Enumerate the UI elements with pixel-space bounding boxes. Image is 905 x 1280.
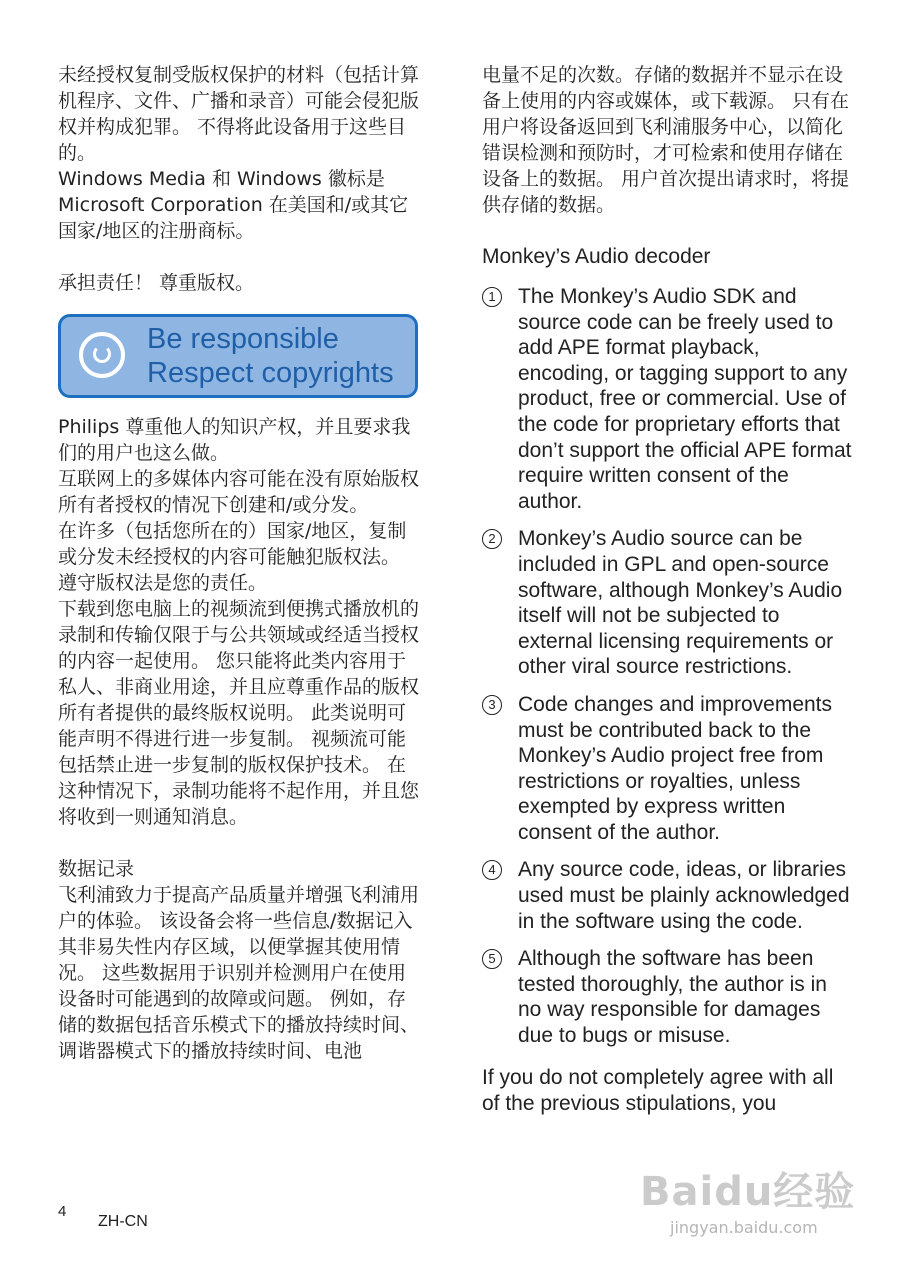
list-item-text: Although the software has been tested thoroughly, the author is in no way responsible for damages due to bugs or misuse. — [518, 947, 827, 1048]
data-logging-continued: 电量不足的次数。存储的数据并不显示在设备上使用的内容或媒体，或下载源。 只有在用户将设备返回到飞利浦服务中心，以简化错误检测和预防时，才可检索和使用存储在设备上的数据。 用户首次提出请求时，将提供存储的数据。 — [482, 64, 850, 216]
left-column — [58, 62, 420, 1064]
number-circle-icon: 3 — [482, 695, 502, 715]
copyright-paragraph: 未经授权复制受版权保护的材料（包括计算机程序、文件、广播和录音）可能会侵犯版权并构成犯罪。 不得将此设备用于这些目的。 — [58, 64, 420, 164]
banner-line-2: Respect copyrights — [147, 357, 394, 389]
data-logging-heading: 数据记录 — [58, 858, 135, 880]
baidu-watermark: Baidu经验 — [640, 1169, 856, 1215]
watermark-url: jingyan.baidu.com — [670, 1218, 818, 1237]
list-item-text: Code changes and improvements must be contributed back to the Monkey’s Audio project free from restrictions or royalties, unless exempted by express written consent of the author. — [518, 692, 833, 844]
banner-line-1: Be responsible — [147, 323, 339, 355]
list-item-text: Monkey’s Audio source can be included in GPL and open-source software, although Monkey’s Audio itself will not be subjected to external licensing requirements or other viral source restrictions. — [518, 527, 843, 679]
right-column — [482, 62, 854, 1117]
list-item — [482, 946, 854, 1048]
video-stream-paragraph: 下载到您电脑上的视频流到便携式播放机的录制和传输仅限于与公共领域或经适当授权的内容一起使用。 您只能将此类内容用于私人、非商业用途，并且应尊重作品的版权所有者提供的最终版权说明。 此类说明可能声明不得进行进一步复制。 视频流可能包括禁止进一步复制的版权保护技术。 在这种情况下，录制功能将不起作用，并且您将收到一则通知消息。 — [58, 598, 420, 828]
closing-paragraph: If you do not completely agree with all of the previous stipulations, you — [482, 1065, 834, 1115]
number-circle-icon: 5 — [482, 949, 502, 969]
respect-paragraph: Philips 尊重他人的知识产权，并且要求我们的用户也这么做。 — [58, 416, 411, 464]
law-paragraph: 在许多（包括您所在的）国家/地区，复制或分发未经授权的内容可能触犯版权法。 — [58, 520, 407, 568]
internet-paragraph: 互联网上的多媒体内容可能在没有原始版权所有者授权的情况下创建和/或分发。 — [58, 468, 420, 516]
your-responsibility-paragraph: 遵守版权法是您的责任。 — [58, 572, 268, 594]
data-logging-paragraph: 飞利浦致力于提高产品质量并增强飞利浦用户的体验。 该设备会将一些信息/数据记入其非易失性内存区域，以便掌握其使用情况。 这些数据用于识别并检测用户在使用设备时可能遇到的故障或问题。 例如，存储的数据包括音乐模式下的播放持续时间、调谐器模式下的播放持续时间、电池 — [58, 884, 420, 1062]
list-item — [482, 526, 854, 680]
trademark-paragraph: Windows Media 和 Windows 徽标是 Microsoft Corporation 在美国和/或其它国家/地区的注册商标。 — [58, 168, 409, 242]
language-code: ZH-CN — [98, 1213, 148, 1230]
list-item-text: The Monkey’s Audio SDK and source code can be freely used to add APE format playback, encoding, or tagging support to any product, free or commercial. Use of the code for proprietary efforts that don’t support the official APE format require written consent of the author. — [518, 285, 852, 513]
list-item — [482, 857, 854, 934]
smile-circle-icon — [79, 332, 125, 378]
be-responsible-banner — [58, 314, 418, 398]
responsibility-heading: 承担责任！ 尊重版权。 — [58, 272, 255, 294]
number-circle-icon: 1 — [482, 287, 502, 307]
page-number: 4 — [58, 1203, 67, 1220]
list-item — [482, 692, 854, 846]
number-circle-icon: 4 — [482, 860, 502, 880]
list-item — [482, 284, 854, 514]
monkey-audio-heading: Monkey’s Audio decoder — [482, 245, 711, 268]
number-circle-icon: 2 — [482, 529, 502, 549]
list-item-text: Any source code, ideas, or libraries used must be plainly acknowledged in the software using the code. — [518, 858, 850, 933]
license-list — [482, 284, 854, 1049]
